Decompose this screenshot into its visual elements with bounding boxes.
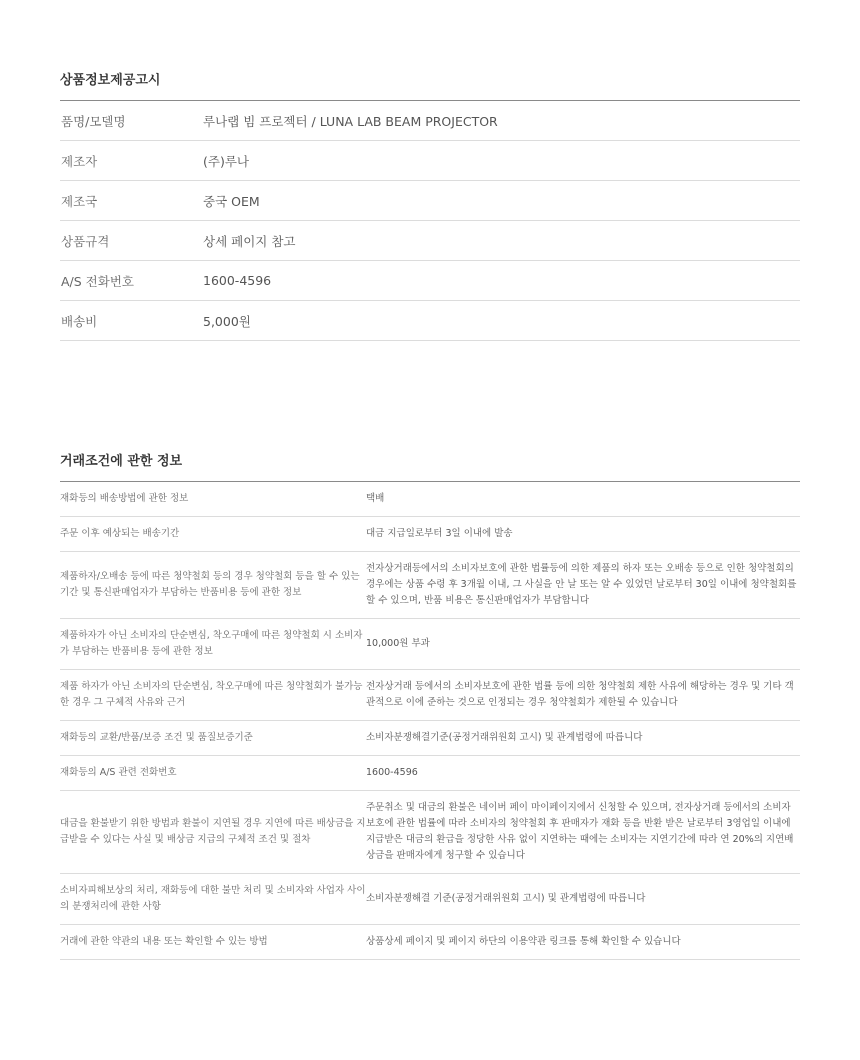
table-row xyxy=(60,756,800,791)
table-row xyxy=(60,721,800,756)
row-value: 상품상세 페이지 및 페이지 하단의 이용약관 링크를 통해 확인할 수 있습니다 xyxy=(366,925,800,960)
row-value: 중국 OEM xyxy=(202,181,800,221)
row-value: 소비자분쟁해결기준(공정거래위원회 고시) 및 관계법령에 따릅니다 xyxy=(366,721,800,756)
table-row xyxy=(60,925,800,960)
row-label: 제조자 xyxy=(60,141,202,181)
row-value: 소비자분쟁해결 기준(공정거래위원회 고시) 및 관계법령에 따릅니다 xyxy=(366,874,800,925)
trade-terms-section xyxy=(60,450,800,960)
row-label: 상품규격 xyxy=(60,221,202,261)
row-label: 제품 하자가 아닌 소비자의 단순변심, 착오구매에 따른 청약철회가 불가능한 경우 그 구체적 사유와 근거 xyxy=(60,670,366,721)
table-row xyxy=(60,181,800,221)
row-label: 거래에 관한 약관의 내용 또는 확인할 수 있는 방법 xyxy=(60,925,366,960)
table-row xyxy=(60,791,800,874)
table-row xyxy=(60,141,800,181)
row-value: 전자상거래등에서의 소비자보호에 관한 법률등에 의한 제품의 하자 또는 오배송 등으로 인한 청약철회의 경우에는 상품 수령 후 3개월 이내, 그 사실을 안 날 또는 알 수 있었던 날로부터 30일 이내에 청약철회를 할 수 있으며, 반품 비용은 통신판매업자가 부담합니다 xyxy=(366,552,800,619)
row-value: (주)루나 xyxy=(202,141,800,181)
trade-terms-table xyxy=(60,482,800,960)
table-row xyxy=(60,482,800,517)
row-label: 제품하자가 아닌 소비자의 단순변심, 착오구매에 따른 청약철회 시 소비자가 부담하는 반품비용 등에 관한 정보 xyxy=(60,619,366,670)
row-value: 1600-4596 xyxy=(202,261,800,301)
row-label: 배송비 xyxy=(60,301,202,341)
row-value: 5,000원 xyxy=(202,301,800,341)
row-label: 주문 이후 예상되는 배송기간 xyxy=(60,517,366,552)
product-notice-table xyxy=(60,101,800,341)
row-label: 재화등의 교환/반품/보증 조건 및 품질보증기준 xyxy=(60,721,366,756)
row-value: 10,000원 부과 xyxy=(366,619,800,670)
row-label: 소비자피해보상의 처리, 재화등에 대한 불만 처리 및 소비자와 사업자 사이의 분쟁처리에 관한 사항 xyxy=(60,874,366,925)
table-row xyxy=(60,517,800,552)
row-value: 택배 xyxy=(366,482,800,517)
row-value: 전자상거래 등에서의 소비자보호에 관한 법률 등에 의한 청약철회 제한 사유에 해당하는 경우 및 기타 객관적으로 이에 준하는 것으로 인정되는 경우 청약철회가 제한될 수 있습니다 xyxy=(366,670,800,721)
row-label: 재화등의 A/S 관련 전화번호 xyxy=(60,756,366,791)
trade-terms-title: 거래조건에 관한 정보 xyxy=(60,450,800,482)
table-row xyxy=(60,874,800,925)
row-value: 상세 페이지 참고 xyxy=(202,221,800,261)
table-row xyxy=(60,552,800,619)
row-value: 1600-4596 xyxy=(366,756,800,791)
product-notice-section xyxy=(60,69,800,341)
row-label: 대금을 환불받기 위한 방법과 환불이 지연될 경우 지연에 따른 배상금을 지급받을 수 있다는 사실 및 배상금 지급의 구체적 조건 및 절차 xyxy=(60,791,366,874)
table-row xyxy=(60,101,800,141)
table-row xyxy=(60,221,800,261)
product-notice-title: 상품정보제공고시 xyxy=(60,69,800,101)
row-label: 제조국 xyxy=(60,181,202,221)
table-row xyxy=(60,619,800,670)
row-value: 주문취소 및 대금의 환불은 네이버 페이 마이페이지에서 신청할 수 있으며, 전자상거래 등에서의 소비자 보호에 관한 법률에 따라 소비자의 청약철회 후 판매자가 재화 등을 반환 받은 날로부터 3영업일 이내에 지급받은 대금의 환급을 정당한 사유 없이 지연하는 때에는 소비자는 지연기간에 따라 연 20%의 지연배상금을 판매자에게 청구할 수 있습니다 xyxy=(366,791,800,874)
row-label: A/S 전화번호 xyxy=(60,261,202,301)
table-row xyxy=(60,261,800,301)
table-row xyxy=(60,670,800,721)
row-label: 제품하자/오배송 등에 따른 청약철회 등의 경우 청약철회 등을 할 수 있는 기간 및 통신판매업자가 부담하는 반품비용 등에 관한 정보 xyxy=(60,552,366,619)
row-value: 대금 지급일로부터 3일 이내에 발송 xyxy=(366,517,800,552)
table-row xyxy=(60,301,800,341)
row-label: 품명/모델명 xyxy=(60,101,202,141)
row-label: 재화등의 배송방법에 관한 정보 xyxy=(60,482,366,517)
row-value: 루나랩 빔 프로젝터 / LUNA LAB BEAM PROJECTOR xyxy=(202,101,800,141)
